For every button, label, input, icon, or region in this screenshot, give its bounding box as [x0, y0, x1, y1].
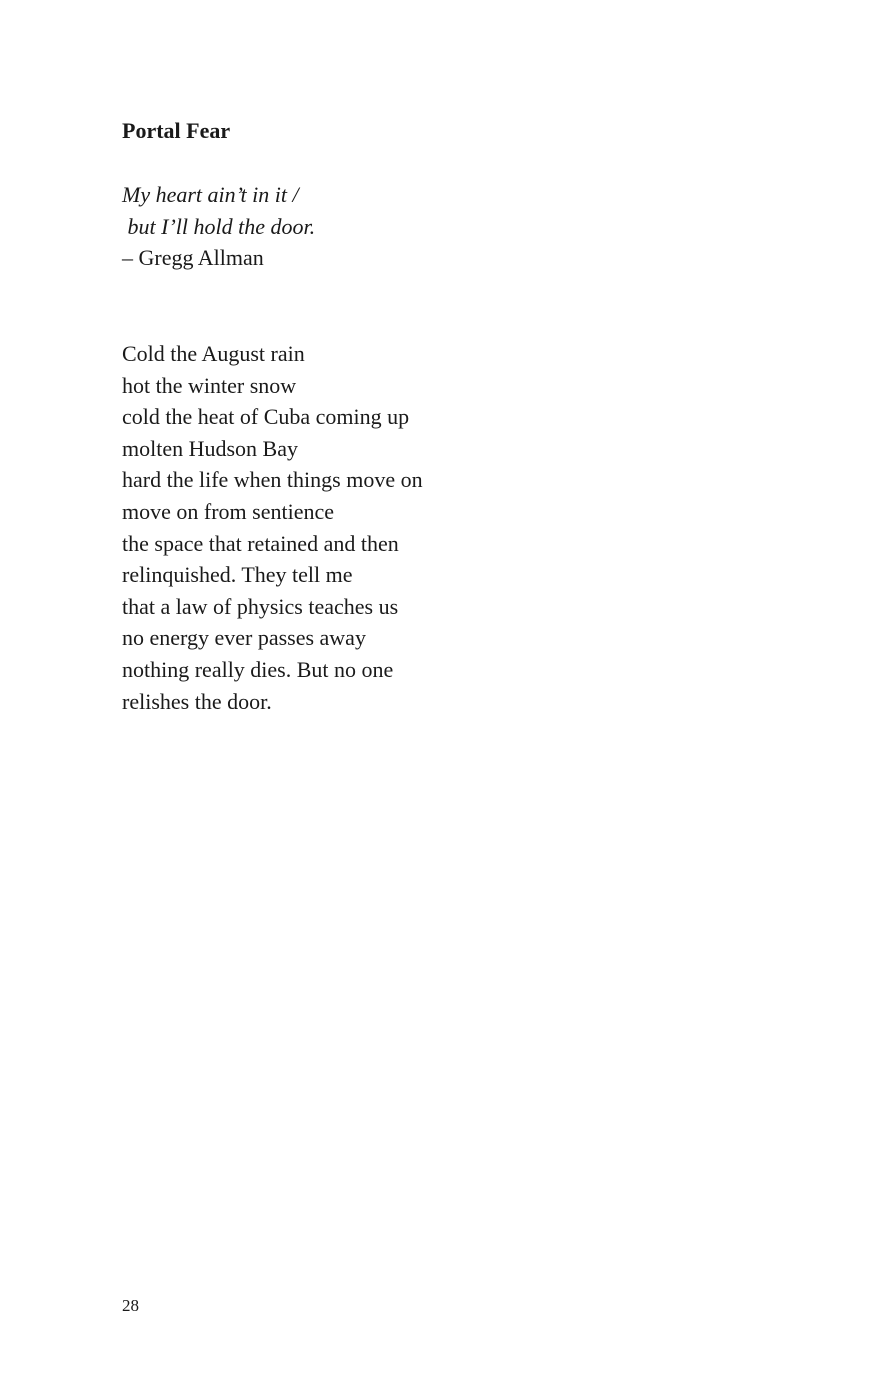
poem-body	[122, 338, 423, 717]
epigraph-line: My heart ain’t in it /	[122, 182, 299, 207]
page-number: 28	[122, 1296, 139, 1315]
poem-line: move on from sentience	[122, 498, 334, 524]
epigraph	[122, 179, 315, 274]
poem-line: Cold the August rain	[122, 341, 305, 366]
poem-line: relishes the door.	[122, 688, 272, 714]
poem-line: the space that retained and then	[122, 530, 399, 556]
poem-line: molten Hudson Bay	[122, 435, 298, 461]
epigraph-line: but I’ll hold the door.	[122, 213, 316, 239]
poem-line: hot the winter snow	[122, 372, 297, 398]
poem-line: cold the heat of Cuba coming up	[122, 404, 410, 430]
poem-line: no energy ever passes away	[122, 625, 366, 651]
poem-line: relinquished. They tell me	[122, 562, 353, 588]
poem-line: nothing really dies. But no one	[122, 656, 394, 682]
poem-title: Portal Fear	[122, 118, 231, 143]
poem-line: that a law of physics teaches us	[122, 593, 399, 619]
epigraph-attribution: – Gregg Allman	[122, 245, 264, 271]
poem-line: hard the life when things move on	[122, 467, 423, 493]
